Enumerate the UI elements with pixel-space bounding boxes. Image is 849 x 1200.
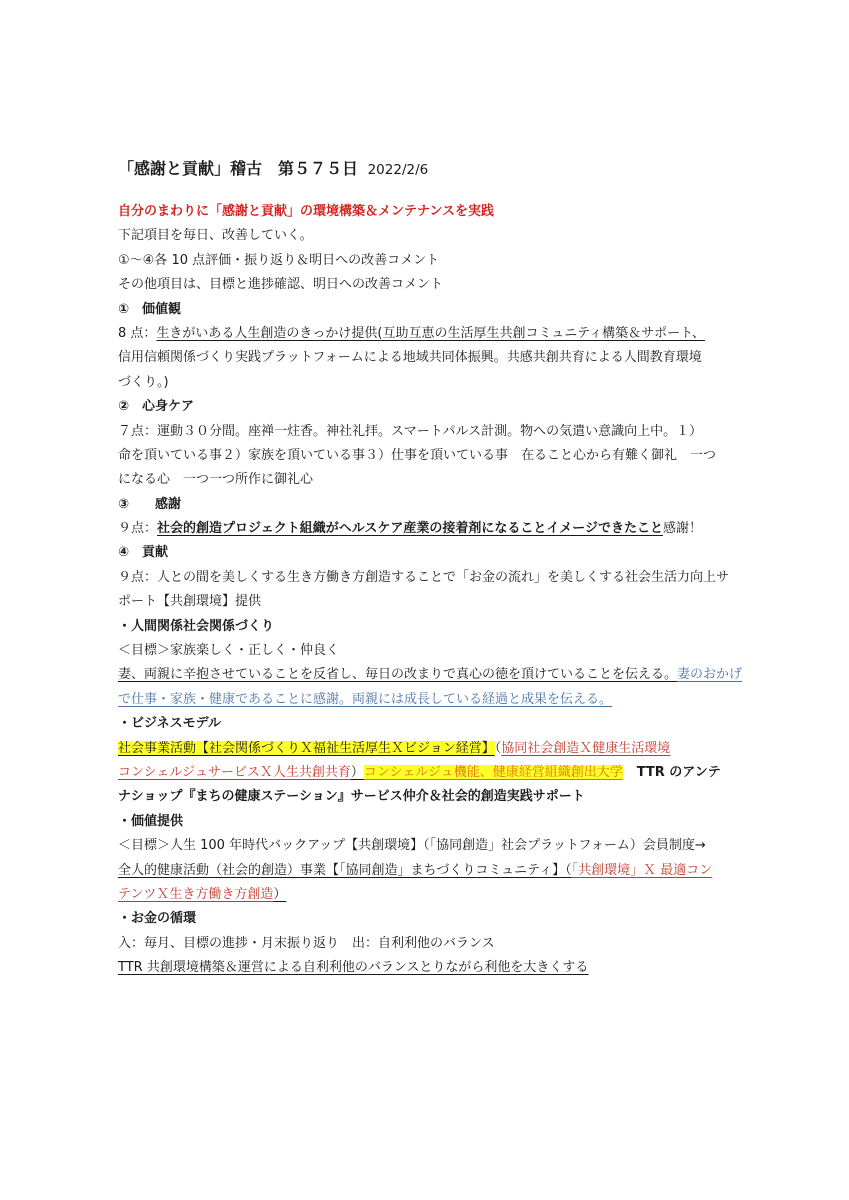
section-heading-business: ・ビジネスモデル xyxy=(118,716,221,732)
value-provision-line-2 xyxy=(118,859,738,883)
money-line-1: 入：毎月、目標の進捗・月末振り返り 出：自利利他のバランス xyxy=(118,935,495,951)
gratitude-line xyxy=(118,517,738,541)
section-heading-values: ① 価値観 xyxy=(118,301,182,317)
business-highlight-1: 社会事業活動【社会関係づくりＸ福祉生活厚生Ｘビジョン経営】 xyxy=(118,740,495,756)
gratitude-bold-text: 社会的創造プロジェクト組織がヘルスケア産業の接着剤になることイメージできたこと xyxy=(157,521,663,537)
value-provision-text-red-1: 「共創環境」Ｘ 最適コン xyxy=(571,862,713,878)
document-page xyxy=(118,158,743,981)
title-text: 「感謝と貢献」稽古 第５７５日 xyxy=(118,159,359,178)
section-heading-contribution: ④ 貢献 xyxy=(118,545,169,561)
section-heading-value-provision: ・価値提供 xyxy=(118,813,184,829)
value-provision-text-black: 全人的健康活動（社会的創造）事業【「協同創造」まちづくりコミュニティ】（ xyxy=(118,862,572,878)
value-provision-paren-close: ） xyxy=(273,886,287,902)
values-line-1 xyxy=(118,322,738,346)
relations-line-1 xyxy=(118,663,743,687)
values-score: 8 点： xyxy=(118,325,157,341)
section-heading-care: ② 心身ケア xyxy=(118,399,195,415)
values-line-2: 信用信頼関係づくり実践プラットフォームによる地域共同体振興。共感共創共育による人間教育環境 xyxy=(118,350,702,366)
relations-goal: ＜目標＞家族楽しく・正しく・仲良く xyxy=(118,643,340,659)
business-red-1: 協同社会創造Ｘ健康生活環境 xyxy=(501,740,671,756)
values-text-1: 生きがいある人生創造のきっかけ提供(互助互恵の生活厚生共創コミュニティ構築＆サポート、 xyxy=(156,325,706,341)
title-date: 2022/2/6 xyxy=(367,162,429,178)
intro-line-1: 下記項目を毎日、改善していく。 xyxy=(118,228,313,244)
section-heading-money: ・お金の循環 xyxy=(118,911,197,927)
business-line-1 xyxy=(118,737,738,761)
relations-text-black: 妻、両親に辛抱させていることを反省し、毎日の改まりで真心の徳を頂けていることを伝える。 xyxy=(118,667,678,683)
contribution-line-2: ポート【共創環境】提供 xyxy=(118,594,262,610)
relations-text-blue-1: 妻のおかげ xyxy=(677,667,743,683)
section-heading-gratitude: ③ 感謝 xyxy=(118,496,182,512)
section-heading-relations: ・人間関係社会関係づくり xyxy=(118,618,275,634)
care-line-1: ７点：運動３０分間。座禅一炷香。神社礼拝。スマートパルス計測。物への気遣い意識向上中。１） xyxy=(118,423,703,439)
value-provision-line-3 xyxy=(118,883,738,907)
gratitude-suffix: 感謝！ xyxy=(662,521,702,537)
relations-line-2 xyxy=(118,688,738,712)
business-bold-2: TTR のアンテ xyxy=(636,764,721,780)
business-highlight-2: コンシェルジュ機能、健康経営組織創出大学 xyxy=(363,764,623,780)
money-line-2 xyxy=(118,956,738,980)
business-line-2 xyxy=(118,761,738,785)
gratitude-score: ９点： xyxy=(118,521,158,537)
relations-text-blue-2: で仕事・家族・健康であることに感謝。両親には成長している経過と成果を伝える。 xyxy=(118,691,613,707)
page-title xyxy=(118,158,738,180)
values-line-3: づくり。) xyxy=(118,374,169,390)
value-provision-line-1: ＜目標＞人生 100 年時代バックアップ【共創環境】（「協同創造」社会プラットフォーム）会員制度→ xyxy=(118,838,706,854)
intro-line-3: その他項目は、目標と進捗確認、明日への改善コメント xyxy=(118,277,444,293)
business-line-3: ナショップ『まちの健康ステーション』サービス仲介＆社会的創造実践サポート xyxy=(118,789,585,805)
business-paren-open: （ xyxy=(494,740,502,756)
business-paren-close: ） xyxy=(350,764,364,780)
care-line-3: になる心 一つ一つ所作に御礼心 xyxy=(118,472,314,488)
intro-line-2: ①～④各 10 点評価・振り返り＆明日への改善コメント xyxy=(118,252,440,268)
money-text-2: TTR 共創環境構築＆運営による自利利他のバランスとりながら利他を大きくする xyxy=(118,960,589,976)
contribution-line-1: ９点：人との間を美しくする生き方働き方創造することで「お金の流れ」を美しくする社会生活力向上サ xyxy=(118,569,730,585)
value-provision-text-red-2: テンツＸ生き方働き方創造 xyxy=(118,886,274,902)
headline: 自分のまわりに「感謝と貢献」の環境構築＆メンテナンスを実践 xyxy=(118,204,494,219)
care-line-2: 命を頂いている事２）家族を頂いている事３）仕事を頂いている事 在ること心から有難く御礼 一つ xyxy=(118,447,717,463)
business-red-2: コンシェルジュサービスＸ人生共創共育 xyxy=(118,764,351,780)
